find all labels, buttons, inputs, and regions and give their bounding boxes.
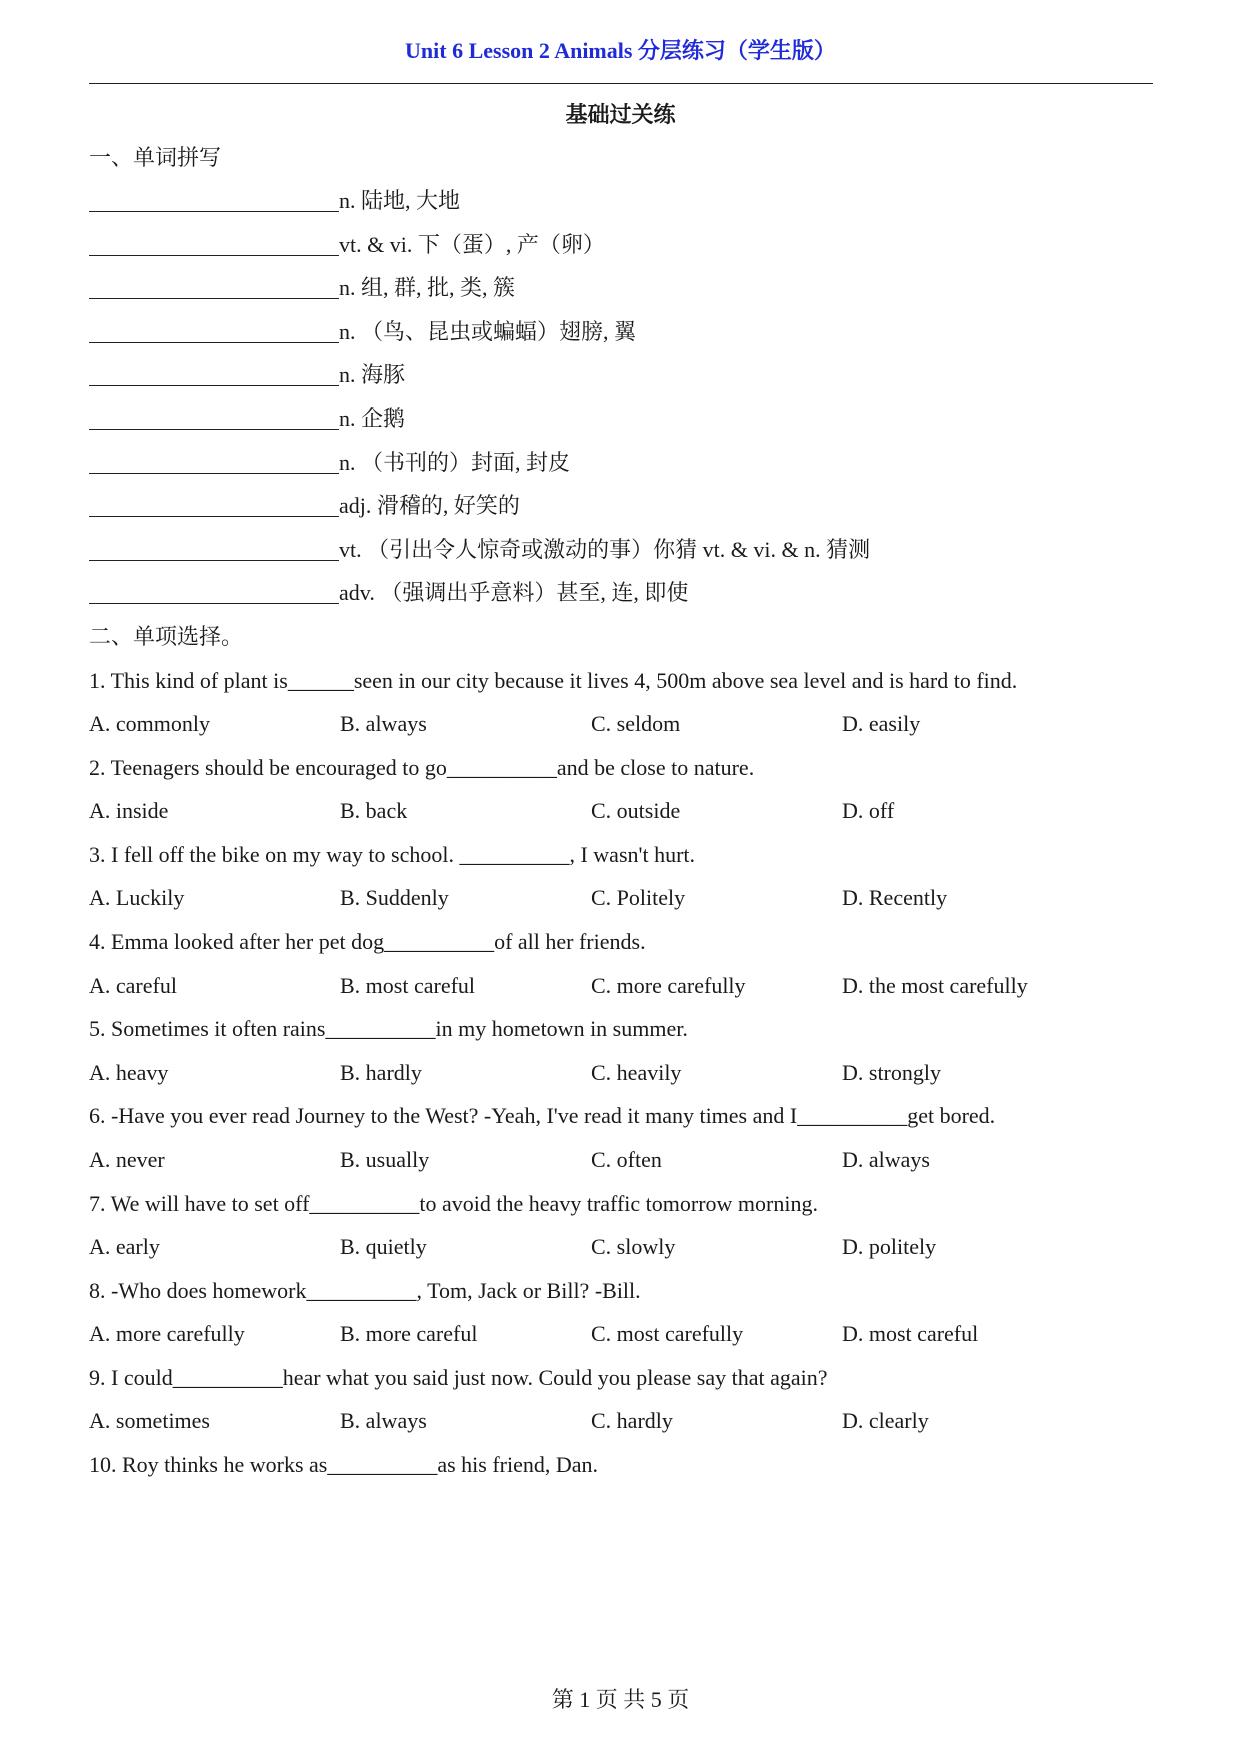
option-a[interactable]: A. heavy: [89, 1060, 169, 1085]
question-text: 2. Teenagers should be encouraged to go__________and be close to nature.: [89, 755, 755, 780]
page-number: 第 1 页 共 5 页: [551, 1687, 690, 1712]
option-row: [89, 1058, 1153, 1088]
option-c[interactable]: C. Politely: [591, 885, 686, 910]
question-text: 6. -Have you ever read Journey to the West? -Yeah, I've read it many times and I__________get bored.: [89, 1103, 996, 1128]
option-d[interactable]: D. politely: [842, 1234, 937, 1259]
option-b[interactable]: B. back: [340, 798, 408, 823]
option-b[interactable]: B. usually: [340, 1147, 430, 1172]
answer-blank[interactable]: [89, 451, 339, 474]
option-a[interactable]: A. early: [89, 1234, 160, 1259]
option-a[interactable]: A. sometimes: [89, 1408, 210, 1433]
option-c[interactable]: C. outside: [591, 798, 681, 823]
question-text: 8. -Who does homework__________, Tom, Jack or Bill? -Bill.: [89, 1278, 641, 1303]
answer-blank[interactable]: [89, 320, 339, 343]
spelling-definition: n. （鸟、昆虫或蝙蝠）翅膀, 翼: [339, 319, 637, 344]
option-d[interactable]: D. most careful: [842, 1321, 979, 1346]
answer-blank[interactable]: [89, 407, 339, 430]
option-b[interactable]: B. most careful: [340, 973, 476, 998]
question-text: 10. Roy thinks he works as__________as his friend, Dan.: [89, 1452, 599, 1477]
option-a[interactable]: A. careful: [89, 973, 177, 998]
spelling-definition: n. 海豚: [339, 362, 406, 387]
option-b[interactable]: B. more careful: [340, 1321, 478, 1346]
answer-blank[interactable]: [89, 189, 339, 212]
spelling-item: [89, 578, 688, 608]
option-c[interactable]: C. often: [591, 1147, 662, 1172]
option-a[interactable]: A. Luckily: [89, 885, 185, 910]
spelling-item: [89, 273, 515, 303]
spelling-definition: n. 组, 群, 批, 类, 簇: [339, 275, 516, 300]
option-d[interactable]: D. clearly: [842, 1408, 929, 1433]
option-a[interactable]: A. more carefully: [89, 1321, 245, 1346]
question-text: 7. We will have to set off__________to avoid the heavy traffic tomorrow morning.: [89, 1191, 818, 1216]
spelling-definition: n. 陆地, 大地: [339, 188, 461, 213]
option-c[interactable]: C. most carefully: [591, 1321, 744, 1346]
question-text: 1. This kind of plant is______seen in our city because it lives 4, 500m above sea level and is hard to find.: [89, 668, 1018, 693]
option-row: [89, 1319, 1153, 1349]
spelling-definition: adj. 滑稽的, 好笑的: [339, 493, 520, 518]
answer-blank[interactable]: [89, 538, 339, 561]
header-divider: [89, 83, 1153, 84]
option-row: [89, 1145, 1153, 1175]
spelling-definition: vt. & vi. 下（蛋）, 产（卵）: [339, 232, 605, 257]
option-d[interactable]: D. strongly: [842, 1060, 941, 1085]
spelling-item: [89, 360, 405, 390]
option-b[interactable]: B. hardly: [340, 1060, 422, 1085]
option-b[interactable]: B. Suddenly: [340, 885, 449, 910]
answer-blank[interactable]: [89, 276, 339, 299]
question-text: 9. I could__________hear what you said just now. Could you please say that again?: [89, 1365, 828, 1390]
answer-blank[interactable]: [89, 363, 339, 386]
spelling-item: [89, 186, 460, 216]
spelling-item: [89, 491, 520, 521]
option-row: [89, 883, 1153, 913]
part1-heading: 一、单词拼写: [89, 145, 222, 170]
spelling-item: [89, 535, 870, 565]
question-text: 5. Sometimes it often rains__________in my hometown in summer.: [89, 1016, 688, 1041]
option-d[interactable]: D. off: [842, 798, 895, 823]
answer-blank[interactable]: [89, 233, 339, 256]
option-d[interactable]: D. Recently: [842, 885, 948, 910]
option-d[interactable]: D. always: [842, 1147, 930, 1172]
spelling-item: [89, 230, 605, 260]
option-row: [89, 971, 1153, 1001]
option-row: [89, 796, 1153, 826]
option-row: [89, 1406, 1153, 1436]
option-row: [89, 709, 1153, 739]
document-header-title: Unit 6 Lesson 2 Animals 分层练习（学生版）: [405, 38, 836, 63]
option-b[interactable]: B. always: [340, 1408, 427, 1433]
spelling-definition: adv. （强调出乎意料）甚至, 连, 即使: [339, 580, 689, 605]
option-a[interactable]: A. inside: [89, 798, 169, 823]
section-title: 基础过关练: [565, 102, 676, 127]
spelling-item: [89, 448, 570, 478]
question-text: 3. I fell off the bike on my way to school. __________, I wasn't hurt.: [89, 842, 696, 867]
spelling-item: [89, 317, 636, 347]
option-d[interactable]: D. easily: [842, 711, 921, 736]
answer-blank[interactable]: [89, 581, 339, 604]
option-c[interactable]: C. more carefully: [591, 973, 746, 998]
option-c[interactable]: C. slowly: [591, 1234, 676, 1259]
option-a[interactable]: A. commonly: [89, 711, 210, 736]
option-a[interactable]: A. never: [89, 1147, 165, 1172]
option-row: [89, 1232, 1153, 1262]
option-c[interactable]: C. heavily: [591, 1060, 682, 1085]
option-b[interactable]: B. always: [340, 711, 427, 736]
part2-heading: 二、单项选择。: [89, 624, 244, 649]
answer-blank[interactable]: [89, 494, 339, 517]
spelling-definition: n. 企鹅: [339, 406, 406, 431]
option-d[interactable]: D. the most carefully: [842, 973, 1028, 998]
option-c[interactable]: C. hardly: [591, 1408, 673, 1433]
spelling-item: [89, 404, 405, 434]
option-b[interactable]: B. quietly: [340, 1234, 427, 1259]
question-text: 4. Emma looked after her pet dog__________of all her friends.: [89, 929, 646, 954]
option-c[interactable]: C. seldom: [591, 711, 681, 736]
spelling-definition: n. （书刊的）封面, 封皮: [339, 450, 571, 475]
spelling-definition: vt. （引出令人惊奇或激动的事）你猜 vt. & vi. & n. 猜测: [339, 537, 871, 562]
